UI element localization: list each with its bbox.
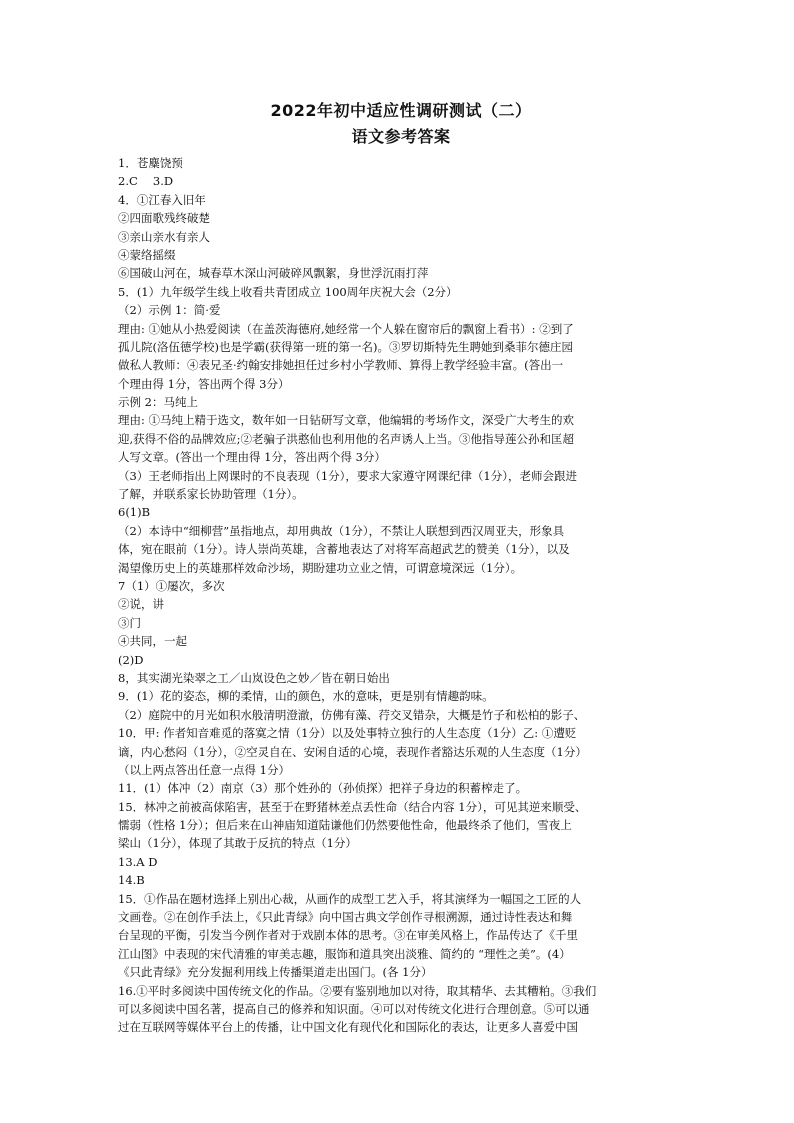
answer-line: 孤儿院(洛伍德学校)也是学霸(获得第一班的第一名)。③罗切斯特先生聘她到桑菲尔德庄园 — [118, 339, 573, 354]
answer-key-page — [118, 98, 684, 1037]
answer-line: 9．(1）花的姿态，柳的柔情，山的颜色，水的意味，更是别有情趣韵味。 — [118, 689, 494, 704]
answer-line: 迎,获得不俗的品牌效应;②老骗子洪憨仙也利用他的名声诱人上当。③他指导莲公孙和匡超 — [118, 431, 575, 446]
answer-line: 人写文章。(答出一个理由得 1分，答出两个得 3分） — [118, 450, 386, 465]
answer-line: ⑥国破山河在，城春草木深山河破碎风飘絮，身世浮沉雨打萍 — [118, 266, 429, 281]
answer-line: 11．(1）体冲（2）南京（3）那个姓孙的（孙侦探）把祥子身边的积蓄榨走了。 — [118, 781, 528, 796]
answer-line: 《只此青绿》充分发掘利用线上传播渠道走出国门。(各 1分） — [118, 965, 433, 980]
answer-line: 梁山（1分），体现了其敢于反抗的特点（1分） — [118, 836, 357, 851]
answer-line: 体，宛在眼前（1分）。诗人崇尚英雄，含蓄地表达了对将军高超武艺的赞美（1分），以及 — [118, 542, 570, 557]
answer-line: ④共同，一起 — [118, 634, 187, 649]
answer-line: 懦弱（性格 1分）；但后来在山神庙知道陆谦他们仍然要他性命，他最终杀了他们，雪夜上 — [118, 818, 572, 833]
answer-line: 过在互联网等媒体平台上的传播，让中国文化有现代化和国际化的表达，让更多人喜爱中国 — [118, 1020, 578, 1035]
answer-body — [118, 154, 684, 1037]
answer-line: 文画卷。②在创作手法上，《只此青绿》向中国古典文学创作寻根溯源，通过诗性表达和舞 — [118, 910, 573, 925]
answer-line: （3）王老师指出上网课时的不良表现（1分），要求大家遵守网课纪律（1分），老师会跟进 — [118, 468, 577, 483]
answer-line: 15．林冲之前被高俅陷害，甚至于在野猪林差点丢性命（结合内容 1分），可见其逆来顺受、 — [118, 799, 587, 814]
answer-line: 15．①作品在题材选择上别出心裁，从画作的成型工艺入手，将其演绎为一幅国之工匠的人 — [118, 891, 582, 906]
answer-line: 江山图》中表现的宋代清雅的审美志趣，服饰和道具突出淡雅、简约的 “理性之美”。(4） — [118, 946, 571, 961]
answer-line: （2）示例 1：简·爱 — [118, 303, 221, 318]
answer-line: 14.B — [118, 873, 145, 888]
answer-line: 16.①平时多阅读中国传统文化的作品。②要有鉴别地加以对待，取其精华、去其糟粕。③我们 — [118, 983, 597, 998]
answer-line: 台呈现的平衡，引发当今例作者对于戏剧本体的思考。③在审美风格上，作品传达了《千里 — [118, 928, 578, 943]
answer-line: （2）庭院中的月光如积水般清明澄澈，仿佛有藻、荇交叉错杂，大概是竹子和松柏的影子、 — [118, 707, 586, 722]
answer-line: (2)D — [118, 652, 144, 667]
answer-line: 理由: ①她从小热爱阅读（在盖茨海德府,她经常一个人躲在窗帘后的飘窗上看书）: ②到了 — [118, 321, 574, 336]
answer-line: 4．①江春入旧年 — [118, 192, 206, 207]
answer-line: 13.A D — [118, 854, 158, 869]
answer-line: 8，其实湖光染翠之工／山岚设色之妙／皆在朝日始出 — [118, 670, 390, 685]
answer-line: ②说，讲 — [118, 597, 164, 612]
answer-line: ④蒙络摇缀 — [118, 247, 176, 262]
answer-line: 可以多阅读中国名著，提高自己的修养和知识面。④可以对传统文化进行合理创意。⑤可以通 — [118, 1001, 590, 1016]
answer-line: 5．(1）九年级学生线上收看共青团成立 100周年庆祝大会（2分） — [118, 284, 458, 299]
answer-line: 示例 2：马纯上 — [118, 395, 198, 410]
answer-line: 2.C 3.D — [118, 174, 174, 189]
document-title: 2022年初中适应性调研测试（二） — [270, 101, 532, 120]
answer-line: 谪，内心愁闷（1分），②空灵自在、安闲自适的心境，表现作者豁达乐观的人生态度（1分） — [118, 744, 587, 759]
answer-line: （2）本诗中“细柳营”虽指地点，却用典故（1分），不禁让人联想到西汉周亚夫，形象具 — [118, 523, 565, 538]
answer-line: 个理由得 1分，答出两个得 3分） — [118, 376, 290, 391]
answer-line: 了解，并联系家长协助管理（1分）。 — [118, 487, 304, 502]
answer-line: ③门 — [118, 615, 141, 630]
answer-line: （以上两点答出任意一点得 1分） — [118, 762, 290, 777]
answer-line: 做私人教师：④表兄圣·约翰安排她担任过乡村小学教师、算得上教学经验丰富。(答出一 — [118, 358, 564, 373]
document-subtitle: 语文参考答案 — [351, 127, 451, 146]
answer-line: ③亲山亲水有亲人 — [118, 229, 210, 244]
answer-line: 1．苍麋饶预 — [118, 156, 183, 170]
answer-line: 6(1)B — [118, 505, 151, 520]
answer-line: 10．甲: 作者知音难觅的落寞之情（1分）以及处事特立独行的人生态度（1分）乙: ①遭贬 — [118, 726, 577, 741]
answer-line: ②四面歌残终破楚 — [118, 211, 210, 226]
answer-line: 理由: ①马纯上精于选文，数年如一日钻研写文章，他编辑的考场作文，深受广大考生的欢 — [118, 413, 575, 428]
answer-line: 7（1）①屡次，多次 — [118, 578, 225, 593]
answer-line: 渴望像历史上的英雄那样效命沙场，期盼建功立业之情，可谓意境深远（1分）。 — [118, 560, 523, 575]
